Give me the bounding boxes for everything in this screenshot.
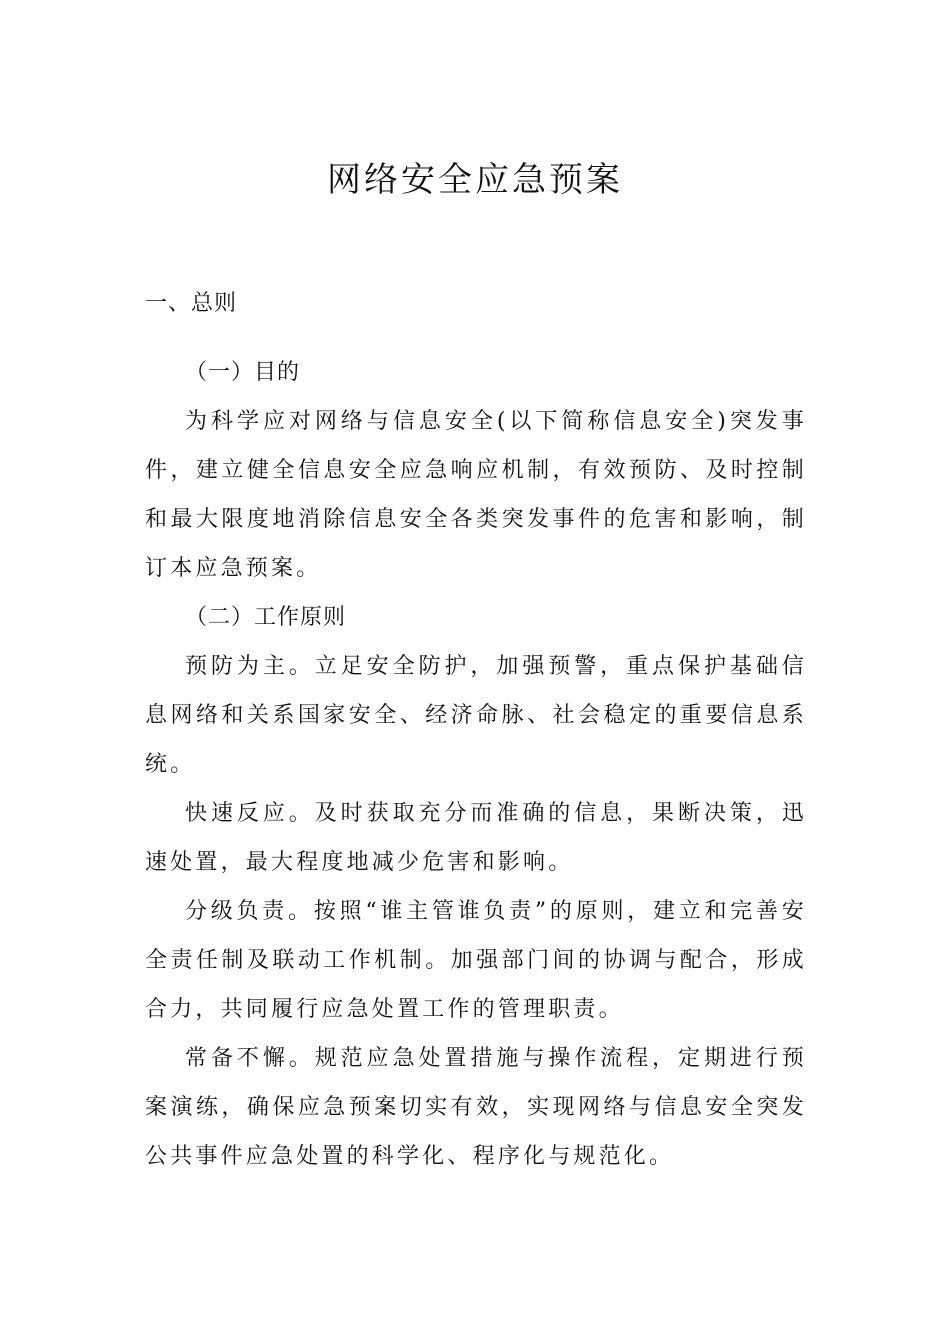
section-heading-general: 一、总则 — [145, 291, 238, 316]
subsection-heading-principles: （二）工作原则 — [185, 605, 347, 630]
paragraph-principle-graded-responsibility: 分级负责。按照“谁主管谁负责”的原则，建立和完善安全责任制及联动工作机制。加强部门间的协调与配合，形成合力，共同履行应急处置工作的管理职责。 — [145, 899, 807, 1022]
document-title: 网络安全应急预案 — [327, 160, 623, 200]
document-body — [145, 284, 807, 1181]
subsection-heading-purpose: （一）目的 — [185, 360, 301, 385]
paragraph-purpose: 为科学应对网络与信息安全(以下简称信息安全)突发事件，建立健全信息安全应急响应机制，有效预防、及时控制和最大限度地消除信息安全各类突发事件的危害和影响，制订本应急预案。 — [145, 409, 807, 581]
paragraph-principle-rapid-response: 快速反应。及时获取充分而准确的信息，果断决策，迅速处置，最大程度地减少危害和影响。 — [145, 801, 807, 875]
paragraph-principle-preparedness: 常备不懈。规范应急处置措施与操作流程，定期进行预案演练，确保应急预案切实有效，实现网络与信息安全突发公共事件应急处置的科学化、程序化与规范化。 — [145, 1046, 807, 1169]
paragraph-principle-prevention: 预防为主。立足安全防护，加强预警，重点保护基础信息网络和关系国家安全、经济命脉、社会稳定的重要信息系统。 — [145, 654, 807, 777]
